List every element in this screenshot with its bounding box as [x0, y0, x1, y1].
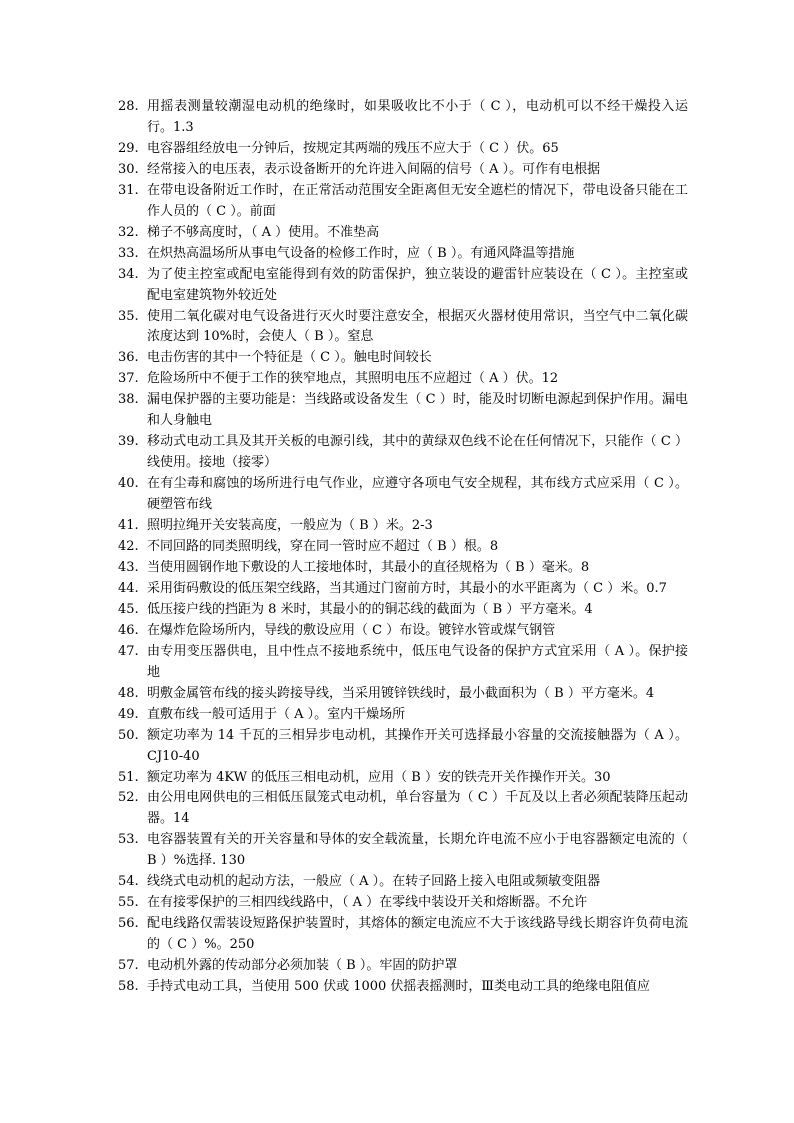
question-text: 电容器装置有关的开关容量和导体的安全载流量，长期允许电流不应小于电容器额定电流的（ B ）%选择. 130 [147, 832, 688, 869]
question-number: 58. [118, 979, 139, 995]
question-text: 采用街码敷设的低压架空线路，当其通过门窗前方时，其最小的水平距离为（ C ）米。0.7 [147, 580, 667, 596]
question-item [118, 160, 688, 181]
question-item [118, 956, 688, 977]
question-item [118, 307, 688, 349]
question-text: 在炽热高温场所从事电气设备的检修工作时，应（ B ）。有通风降温等措施 [147, 245, 575, 261]
question-item [118, 600, 688, 621]
question-text: 由专用变压器供电，且中性点不接地系统中，低压电气设备的保护方式宜采用（ A ）。保护接地 [147, 643, 688, 680]
question-number: 36. [118, 350, 139, 366]
question-text: 用摇表测量较潮湿电动机的绝缘时，如果吸收比不小于（ C ），电动机可以不经干燥投入运行。1.3 [147, 99, 688, 135]
question-number: 56. [118, 916, 139, 932]
question-number: 49. [118, 706, 139, 722]
question-number: 46. [118, 622, 139, 638]
question-number: 31. [118, 182, 139, 198]
question-text: 手持式电动工具，当使用 500 伏或 1000 伏摇表摇测时，Ⅲ类电动工具的绝缘电阻值应 [147, 979, 650, 995]
question-item [118, 684, 688, 705]
question-text: 经常接入的电压表，表示设备断开的允许进入间隔的信号（ A ）。可作有电根据 [147, 161, 601, 177]
question-text: 梯子不够高度时，（ A ）使用。不准垫高 [147, 224, 380, 240]
question-text: 为了使主控室或配电室能得到有效的防雷保护，独立装设的避雷针应装设在（ C ）。主控室或配电室建筑物外较近处 [147, 266, 688, 303]
question-number: 39. [118, 434, 139, 450]
question-text: 线绕式电动机的起动方法，一般应（ A ）。在转子回路上接入电阻或频敏变阻器 [147, 874, 601, 890]
question-text: 配电线路仅需装设短路保护装置时，其熔体的额定电流应不大于该线路导线长期容许负荷电流的（ C ）%。250 [147, 916, 688, 953]
question-item [118, 474, 688, 516]
question-item [118, 348, 688, 369]
question-number: 48. [118, 685, 139, 701]
question-text: 电容器组经放电一分钟后，按规定其两端的残压不应大于（ C ）伏。65 [147, 140, 559, 156]
question-list [118, 97, 688, 998]
question-number: 42. [118, 539, 139, 555]
question-number: 54. [118, 874, 139, 890]
question-text: 电动机外露的传动部分必须加装（ B ）。牢固的防护罩 [147, 958, 458, 974]
question-item [118, 432, 688, 474]
question-item [118, 914, 688, 956]
question-text: 额定功率为 14 千瓦的三相异步电动机，其操作开关可选择最小容量的交流接触器为（ A ）。CJ10-40 [147, 727, 688, 764]
question-number: 52. [118, 790, 139, 806]
question-text: 不同回路的同类照明线，穿在同一管时应不超过（ B ）根。8 [147, 539, 499, 555]
question-item [118, 97, 688, 139]
question-number: 29. [118, 140, 139, 156]
question-text: 额定功率为 4KW 的低压三相电动机，应用（ B ）安的铁壳开关作操作开关。30 [147, 769, 611, 785]
question-text: 危险场所中不便于工作的狭窄地点，其照明电压不应超过（ A ）伏。12 [147, 371, 559, 387]
question-number: 44. [118, 580, 139, 596]
question-item [118, 621, 688, 642]
question-text: 移动式电动工具及其开关板的电源引线，其中的黄绿双色线不论在任何情况下，只能作（ C ）线使用。接地（接零） [147, 434, 688, 471]
question-number: 51. [118, 769, 139, 785]
question-number: 37. [118, 371, 139, 387]
question-item [118, 369, 688, 390]
question-text: 在带电设备附近工作时，在正常活动范围安全距离但无安全遮栏的情况下，带电设备只能在工作人员的（ C ）。前面 [147, 182, 688, 219]
question-text: 明敷金属管布线的接头跨接导线，当采用镀锌铁线时，最小截面积为（ B ）平方毫米。4 [147, 685, 655, 701]
question-number: 57. [118, 958, 139, 974]
question-number: 30. [118, 161, 139, 177]
question-number: 43. [118, 559, 139, 575]
question-number: 34. [118, 266, 139, 282]
question-text: 直敷布线一般可适用于（ A ）。室内干燥场所 [147, 706, 406, 722]
question-number: 45. [118, 601, 139, 617]
question-number: 41. [118, 518, 139, 534]
question-number: 35. [118, 308, 139, 324]
question-item [118, 516, 688, 537]
question-number: 28. [118, 99, 139, 114]
question-text: 漏电保护器的主要功能是：当线路或设备发生（ C ）时，能及时切断电源起到保护作用。漏电和人身触电 [147, 392, 688, 429]
question-item [118, 872, 688, 893]
question-item [118, 977, 688, 998]
question-item [118, 579, 688, 600]
question-text: 照明拉绳开关安装高度，一般应为（ B ）米。2-3 [147, 518, 433, 534]
question-item [118, 558, 688, 579]
question-text: 低压接户线的挡距为 8 米时，其最小的的铜芯线的截面为（ B ）平方毫米。4 [147, 601, 593, 617]
question-number: 32. [118, 224, 139, 240]
question-item [118, 265, 688, 307]
question-item [118, 537, 688, 558]
question-item [118, 726, 688, 768]
question-item [118, 223, 688, 244]
question-item [118, 705, 688, 726]
question-number: 53. [118, 832, 139, 848]
question-item [118, 244, 688, 265]
question-text: 由公用电网供电的三相低压鼠笼式电动机，单台容量为（ C ）千瓦及以上者必须配装降压起动器。14 [147, 790, 688, 827]
question-text: 电击伤害的其中一个特征是（ C ）。触电时间较长 [147, 350, 432, 366]
question-text: 在爆炸危险场所内，导线的敷设应用（ C ）布设。镀锌水管或煤气钢管 [147, 622, 556, 638]
question-number: 40. [118, 476, 139, 492]
question-item [118, 390, 688, 432]
question-item [118, 830, 688, 872]
question-item [118, 181, 688, 223]
question-item [118, 893, 688, 914]
question-number: 33. [118, 245, 139, 261]
question-number: 50. [118, 727, 139, 743]
question-number: 55. [118, 895, 139, 911]
question-text: 当使用圆钢作地下敷设的人工接地体时，其最小的直径规格为（ B ）毫米。8 [147, 559, 590, 575]
question-item [118, 139, 688, 160]
question-text: 使用二氧化碳对电气设备进行灭火时要注意安全，根据灭火器材使用常识，当空气中二氧化碳浓度达到 10%时，会使人（ B ）。窒息 [147, 308, 688, 345]
question-number: 47. [118, 643, 139, 659]
question-item [118, 788, 688, 830]
question-item [118, 642, 688, 684]
question-text: 在有接零保护的三相四线线路中，（ A ）在零线中装设开关和熔断器。不允许 [147, 895, 588, 911]
question-item [118, 768, 688, 789]
question-text: 在有尘毒和腐蚀的场所进行电气作业，应遵守各项电气安全规程，其布线方式应采用（ C ）。硬塑管布线 [147, 476, 688, 513]
question-number: 38. [118, 392, 139, 408]
